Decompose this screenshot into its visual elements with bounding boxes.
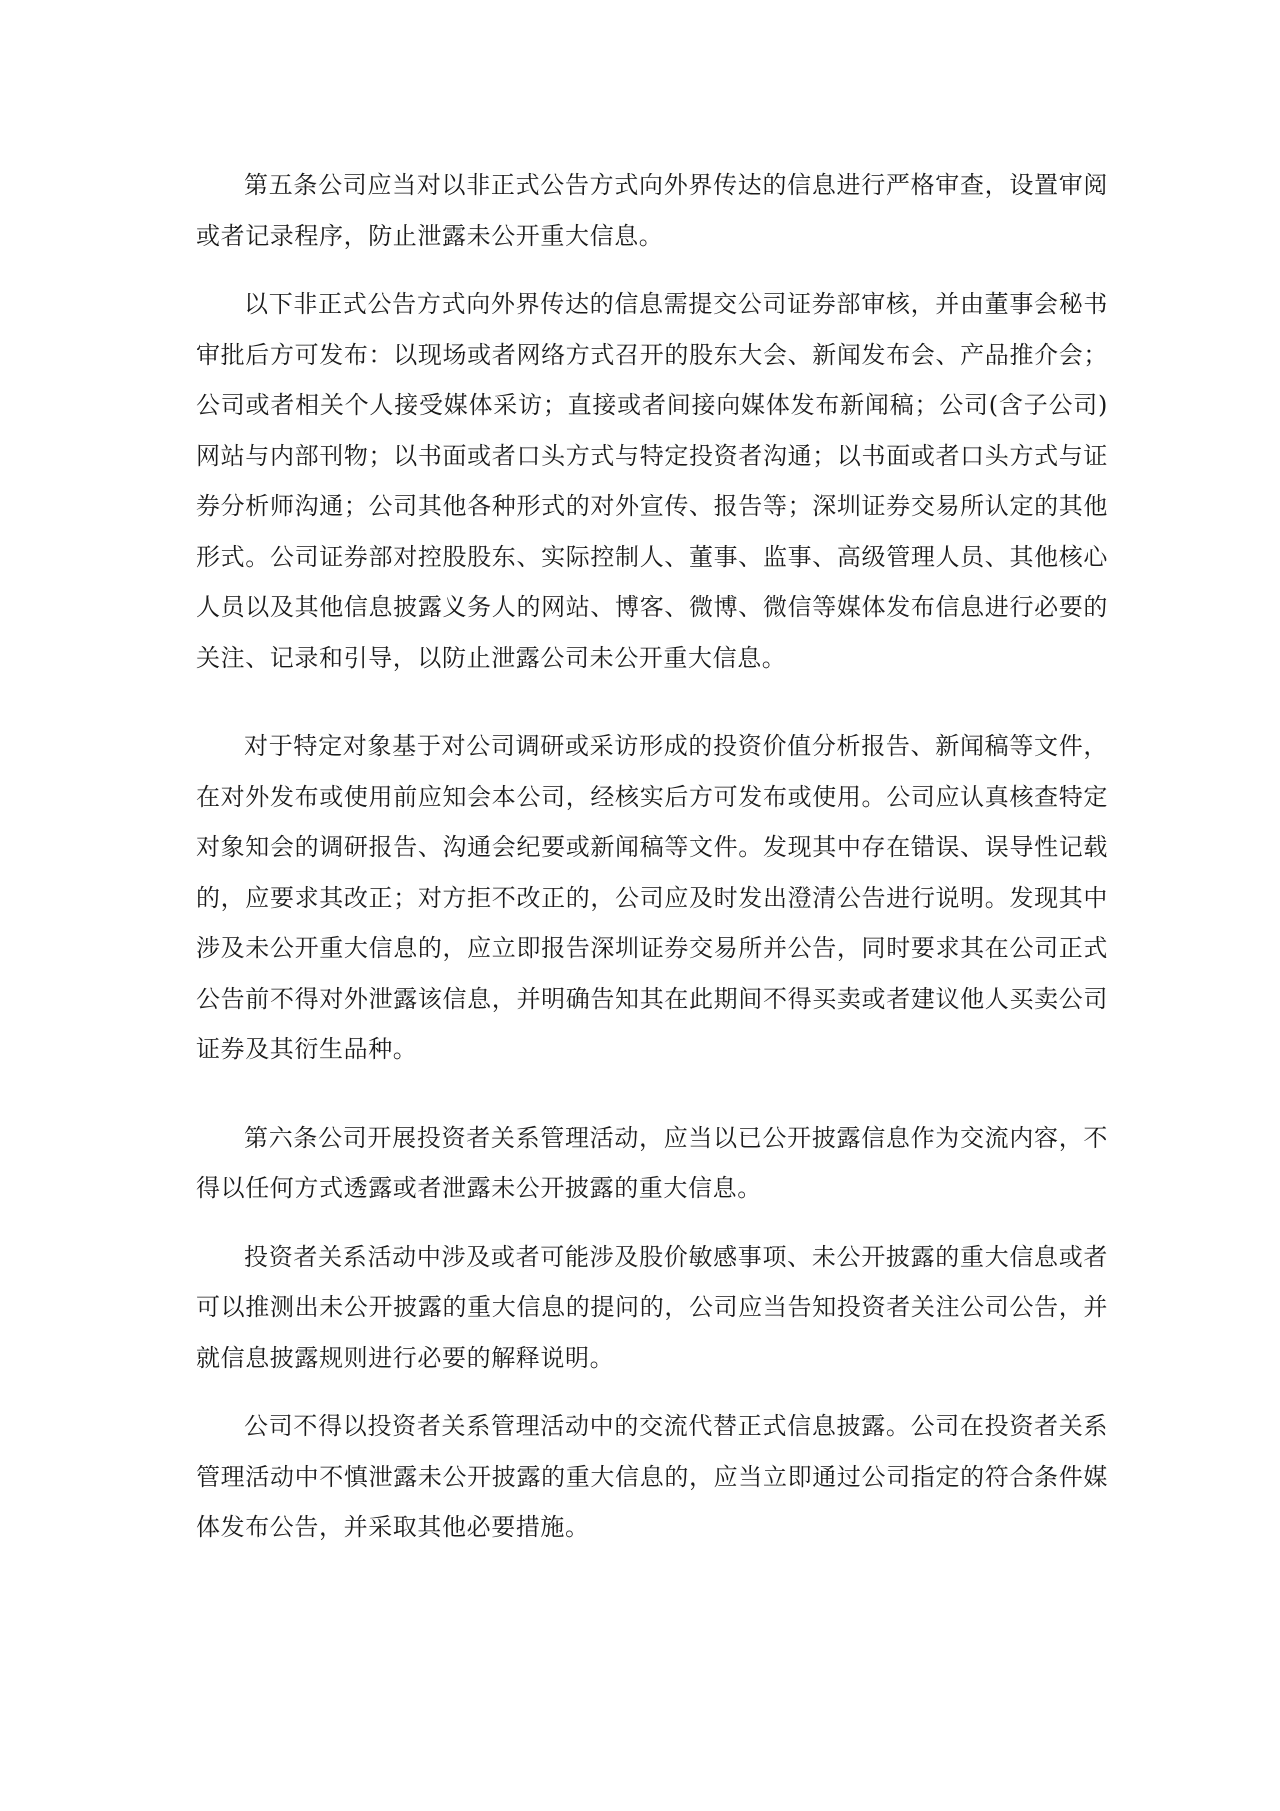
paragraph-article-6: 第六条公司开展投资者关系管理活动，应当以已公开披露信息作为交流内容，不得以任何方式透露或者泄露未公开披露的重大信息。 <box>196 1123 1108 1202</box>
paragraph-sensitive-questions: 投资者关系活动中涉及或者可能涉及股价敏感事项、未公开披露的重大信息或者可以推测出未公开披露的重大信息的提问的，公司应当告知投资者关注公司公告，并就信息披露规则进行必要的解释说明。 <box>196 1242 1108 1372</box>
paragraph-article-5: 第五条公司应当对以非正式公告方式向外界传达的信息进行严格审查，设置审阅或者记录程序，防止泄露未公开重大信息。 <box>196 171 1108 250</box>
paragraph-informal-disclosure-review: 以下非正式公告方式向外界传达的信息需提交公司证券部审核，并由董事会秘书审批后方可发布：以现场或者网络方式召开的股东大会、新闻发布会、产品推介会；公司或者相关个人接受媒体采访；直接或者间接向媒体发布新闻稿；公司(含子公司)网站与内部刊物；以书面或者口头方式与特定投资者沟通；以书面或者口头方式与证券分析师沟通；公司其他各种形式的对外宣传、报告等；深圳证券交易所认定的其他形式。公司证券部对控股股东、实际控制人、董事、监事、高级管理人员、其他核心人员以及其他信息披露义务人的网站、博客、微博、微信等媒体发布信息进行必要的关注、记录和引导，以防止泄露公司未公开重大信息。 <box>196 290 1108 672</box>
paragraph-no-substitute-disclosure: 公司不得以投资者关系管理活动中的交流代替正式信息披露。公司在投资者关系管理活动中不慎泄露未公开披露的重大信息的，应当立即通过公司指定的符合条件媒体发布公告，并采取其他必要措施。 <box>196 1412 1108 1541</box>
paragraph-specific-object-reports: 对于特定对象基于对公司调研或采访形成的投资价值分析报告、新闻稿等文件，在对外发布或使用前应知会本公司，经核实后方可发布或使用。公司应认真核查特定对象知会的调研报告、沟通会纪要或新闻稿等文件。发现其中存在错误、误导性记载的，应要求其改正；对方拒不改正的，公司应及时发出澄清公告进行说明。发现其中涉及未公开重大信息的，应立即报告深圳证券交易所并公告，同时要求其在公司正式公告前不得对外泄露该信息，并明确告知其在此期间不得买卖或者建议他人买卖公司证券及其衍生品种。 <box>196 732 1108 1063</box>
document-page <box>196 160 1108 1553</box>
